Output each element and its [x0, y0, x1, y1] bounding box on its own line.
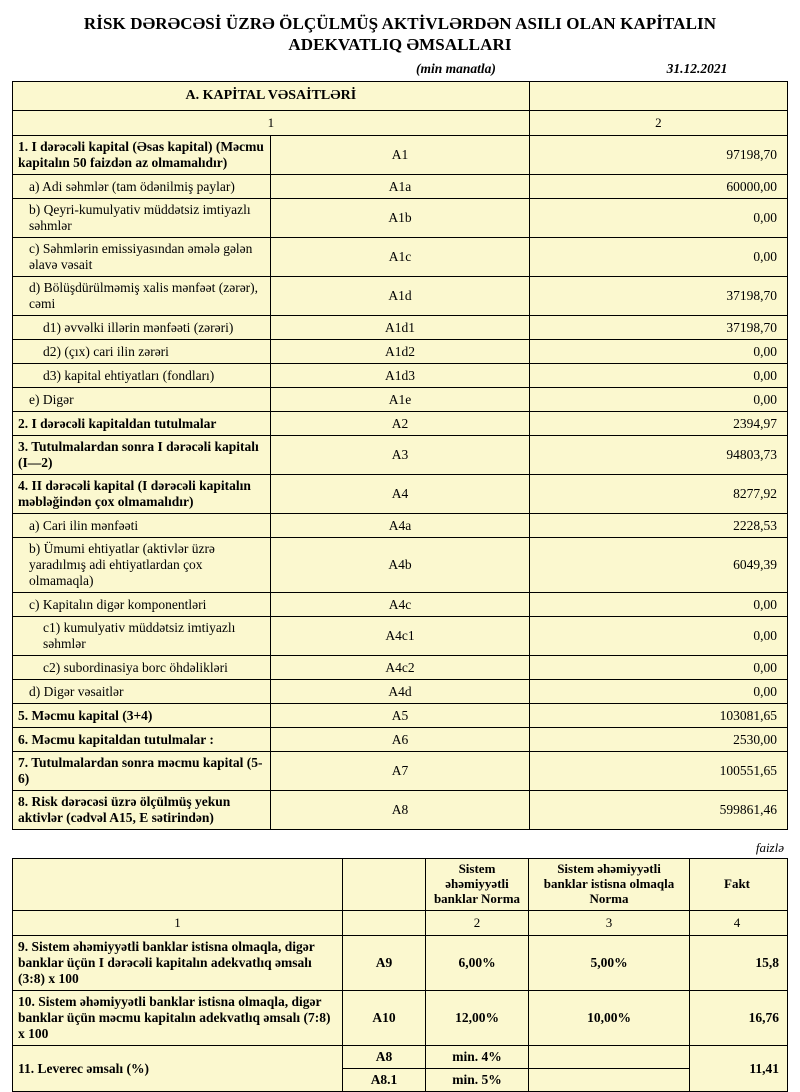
row-value: 0,00 — [529, 340, 787, 364]
table-row — [13, 340, 788, 364]
table2-header-code — [343, 859, 426, 911]
row-label: d) Digər vəsaitlər — [13, 680, 271, 704]
table2-header-col2: Sistem əhəmiyyətli banklar Norma — [426, 859, 529, 911]
table-row — [13, 136, 788, 175]
row-label: 5. Məcmu kapital (3+4) — [13, 704, 271, 728]
row-value: 599861,46 — [529, 791, 787, 830]
row-code: A4c1 — [271, 617, 529, 656]
row-label: d) Bölüşdürülməmiş xalis mənfəət (zərər), cəmi — [13, 277, 271, 316]
row-code: A5 — [271, 704, 529, 728]
row-fact: 16,76 — [690, 991, 788, 1046]
table-row — [13, 791, 788, 830]
page-title: RİSK DƏRƏCƏSİ ÜZRƏ ÖLÇÜLMÜŞ AKTİVLƏRDƏN ASILI OLAN KAPİTALIN ADEKVATLIQ ƏMSALLARI — [83, 14, 717, 54]
row-label: 8. Risk dərəcəsi üzrə ölçülmüş yekun aktivlər (cədvəl A15, E sətirindən) — [13, 791, 271, 830]
table-row — [13, 475, 788, 514]
row-label: b) Ümumi ehtiyatlar (aktivlər üzrə yaradılmış adi ehtiyatlardan çox olmamaqla) — [13, 538, 271, 593]
row-code: A9 — [343, 936, 426, 991]
row-value: 60000,00 — [529, 175, 787, 199]
table2-header-row — [13, 859, 788, 911]
row-value: 2394,97 — [529, 412, 787, 436]
row-code: A3 — [271, 436, 529, 475]
table1-header-row — [13, 82, 788, 111]
capital-table — [12, 81, 788, 830]
table-row — [13, 199, 788, 238]
row-code: A4 — [271, 475, 529, 514]
row-code: A1a — [271, 175, 529, 199]
row-label: c2) subordinasiya borc öhdəlikləri — [13, 656, 271, 680]
row-label: 1. I dərəcəli kapital (Əsas kapital) (Məcmu kapitalın 50 faizdən az olmamalıdır) — [13, 136, 271, 175]
percent-note: faizlə — [755, 840, 784, 856]
row-code: A1d3 — [271, 364, 529, 388]
table-row — [13, 593, 788, 617]
table2-colnum-code-blank — [343, 911, 426, 936]
table1-header-label: A. KAPİTAL VƏSAİTLƏRİ — [13, 82, 530, 111]
row-value: 0,00 — [529, 593, 787, 617]
leverage-norm: min. 5% — [426, 1069, 529, 1092]
row-value: 37198,70 — [529, 277, 787, 316]
table1-header-blank — [529, 82, 787, 111]
row-label: c1) kumulyativ müddətsiz imtiyazlı səhmlər — [13, 617, 271, 656]
row-value: 6049,39 — [529, 538, 787, 593]
table-row — [13, 316, 788, 340]
row-value: 100551,65 — [529, 752, 787, 791]
row-label: d3) kapital ehtiyatları (fondları) — [13, 364, 271, 388]
row-value: 0,00 — [529, 364, 787, 388]
row-code: A6 — [271, 728, 529, 752]
row-label: d1) əvvəlki illərin mənfəəti (zərəri) — [13, 316, 271, 340]
row-label: 2. I dərəcəli kapitaldan tutulmalar — [13, 412, 271, 436]
leverage-norm-alt — [529, 1069, 690, 1092]
table2-colnum-4: 4 — [690, 911, 788, 936]
row-label: d2) (çıx) cari ilin zərəri — [13, 340, 271, 364]
leverage-fact: 11,41 — [690, 1046, 788, 1092]
table-row — [13, 680, 788, 704]
units-label: (min manatla) — [416, 61, 496, 77]
row-label: 6. Məcmu kapitaldan tutulmalar : — [13, 728, 271, 752]
row-label: 4. II dərəcəli kapital (I dərəcəli kapitalın məbləğindən çox olmamalıdır) — [13, 475, 271, 514]
table-row — [13, 412, 788, 436]
row-code: A1b — [271, 199, 529, 238]
leverage-label: 11. Leverec əmsalı (%) — [13, 1046, 343, 1092]
row-value: 103081,65 — [529, 704, 787, 728]
table-row — [13, 617, 788, 656]
report-date: 31.12.2021 — [666, 61, 728, 77]
table2-header-col3: Sistem əhəmiyyətli banklar istisna olmaqla Norma — [529, 859, 690, 911]
row-code: A1d1 — [271, 316, 529, 340]
row-code: A10 — [343, 991, 426, 1046]
row-value: 94803,73 — [529, 436, 787, 475]
row-value: 97198,70 — [529, 136, 787, 175]
row-norm-non-systemic: 5,00% — [529, 936, 690, 991]
row-code: A1e — [271, 388, 529, 412]
meta-row — [12, 61, 788, 79]
row-code: A1d2 — [271, 340, 529, 364]
row-value: 0,00 — [529, 617, 787, 656]
table1-colnum-1: 1 — [13, 111, 530, 136]
table-row — [13, 538, 788, 593]
row-value: 2228,53 — [529, 514, 787, 538]
row-value: 8277,92 — [529, 475, 787, 514]
row-label: e) Digər — [13, 388, 271, 412]
row-value: 2530,00 — [529, 728, 787, 752]
table2-colnum-1: 1 — [13, 911, 343, 936]
row-label: c) Kapitalın digər komponentləri — [13, 593, 271, 617]
table-row — [13, 656, 788, 680]
leverage-norm-alt — [529, 1046, 690, 1069]
table-row — [13, 238, 788, 277]
leverage-code: A8.1 — [343, 1069, 426, 1092]
row-code: A1 — [271, 136, 529, 175]
table-row — [13, 388, 788, 412]
table-row — [13, 991, 788, 1046]
table-row — [13, 728, 788, 752]
row-value: 0,00 — [529, 199, 787, 238]
table-row — [13, 936, 788, 991]
row-label: 10. Sistem əhəmiyyətli banklar istisna olmaqla, digər banklar üçün məcmu kapitalın adekvatlıq əmsalı (7:8) x 100 — [13, 991, 343, 1046]
table-row — [13, 514, 788, 538]
row-norm-systemic: 12,00% — [426, 991, 529, 1046]
table2-header-col4: Fakt — [690, 859, 788, 911]
leverage-code: A8 — [343, 1046, 426, 1069]
row-code: A4a — [271, 514, 529, 538]
row-label: b) Qeyri-kumulyativ müddətsiz imtiyazlı səhmlər — [13, 199, 271, 238]
row-code: A4d — [271, 680, 529, 704]
row-value: 0,00 — [529, 680, 787, 704]
row-norm-systemic: 6,00% — [426, 936, 529, 991]
row-value: 0,00 — [529, 388, 787, 412]
table-row — [13, 277, 788, 316]
row-code: A1c — [271, 238, 529, 277]
table2-colnum-row — [13, 911, 788, 936]
row-value: 0,00 — [529, 656, 787, 680]
table2-colnum-3: 3 — [529, 911, 690, 936]
table-row — [13, 364, 788, 388]
leverage-norm: min. 4% — [426, 1046, 529, 1069]
table-row — [13, 175, 788, 199]
table-row — [13, 1046, 788, 1069]
table2-colnum-2: 2 — [426, 911, 529, 936]
table1-colnum-row — [13, 111, 788, 136]
row-value: 37198,70 — [529, 316, 787, 340]
row-code: A4c2 — [271, 656, 529, 680]
table-row — [13, 436, 788, 475]
table2-header-label — [13, 859, 343, 911]
row-code: A8 — [271, 791, 529, 830]
table-row — [13, 752, 788, 791]
row-fact: 15,8 — [690, 936, 788, 991]
row-label: 9. Sistem əhəmiyyətli banklar istisna olmaqla, digər banklar üçün I dərəcəli kapitalın adekvatlıq əmsalı (3:8) x 100 — [13, 936, 343, 991]
row-label: a) Adi səhmlər (tam ödənilmiş paylar) — [13, 175, 271, 199]
row-label: 7. Tutulmalardan sonra məcmu kapital (5-6) — [13, 752, 271, 791]
row-code: A4b — [271, 538, 529, 593]
ratios-table — [12, 858, 788, 1092]
row-value: 0,00 — [529, 238, 787, 277]
row-label: a) Cari ilin mənfəəti — [13, 514, 271, 538]
row-code: A2 — [271, 412, 529, 436]
row-code: A7 — [271, 752, 529, 791]
row-label: c) Səhmlərin emissiyasından əmələ gələn əlavə vəsait — [13, 238, 271, 277]
table1-colnum-2: 2 — [529, 111, 787, 136]
row-label: 3. Tutulmalardan sonra I dərəcəli kapitalı (I—2) — [13, 436, 271, 475]
table-row — [13, 704, 788, 728]
row-code: A4c — [271, 593, 529, 617]
row-code: A1d — [271, 277, 529, 316]
row-norm-non-systemic: 10,00% — [529, 991, 690, 1046]
